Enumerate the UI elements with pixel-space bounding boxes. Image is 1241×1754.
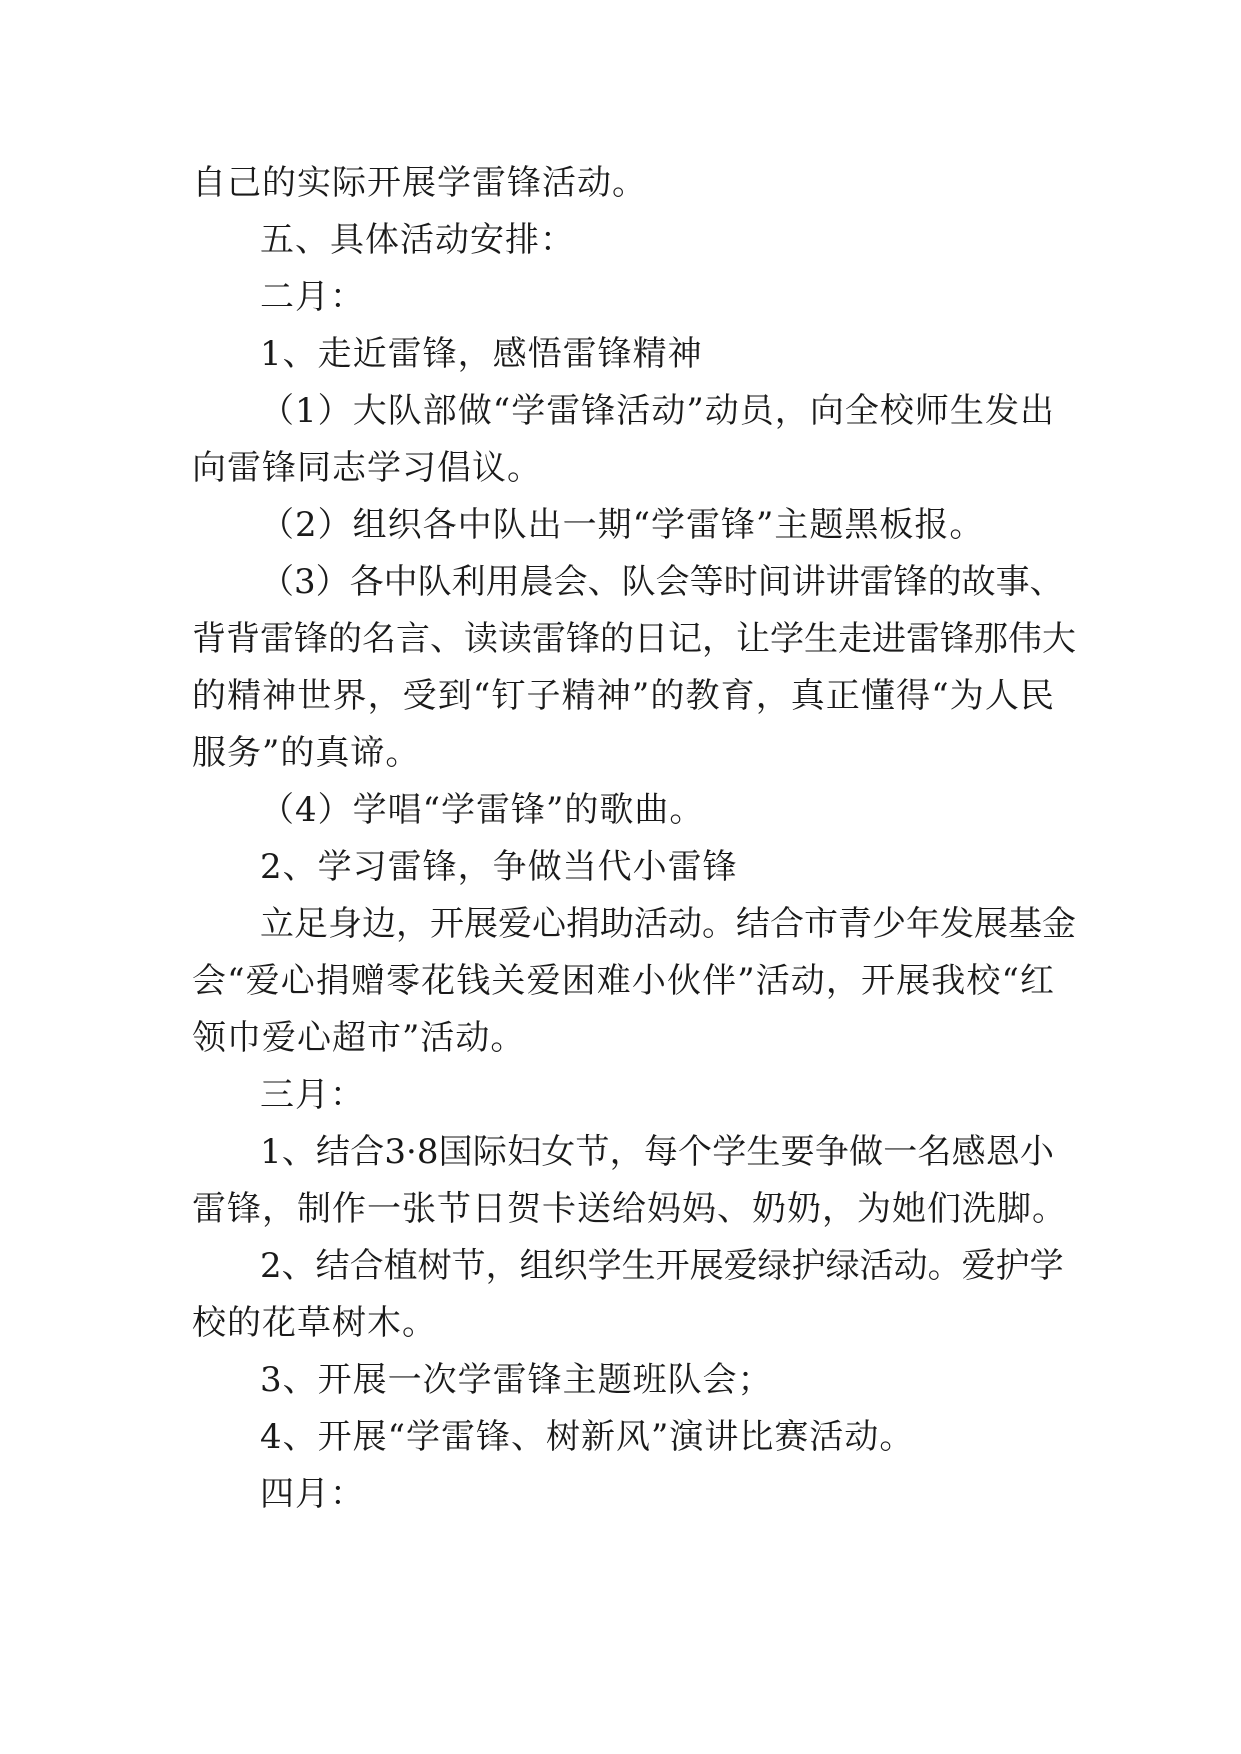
section-heading: 五、具体活动安排： xyxy=(260,220,575,260)
subsection-heading: 2、学习雷锋，争做当代小雷锋 xyxy=(260,847,738,887)
month-heading: 二月： xyxy=(260,277,365,317)
paragraph-line: 4、开展“学雷锋、树新风”演讲比赛活动。 xyxy=(260,1417,915,1457)
paragraph-line: （3）各中队利用晨会、队会等时间讲讲雷锋的故事、 xyxy=(260,562,1064,602)
paragraph-line: 服务”的真谛。 xyxy=(192,733,421,773)
paragraph-line: 立足身边，开展爱心捐助活动。结合市青少年发展基金 xyxy=(260,904,1076,944)
paragraph-line: （1）大队部做“学雷锋活动”动员，向全校师生发出 xyxy=(260,391,1054,431)
paragraph-line: 的精神世界，受到“钉子精神”的教育，真正懂得“为人民 xyxy=(192,676,1054,716)
month-heading: 三月： xyxy=(260,1075,365,1115)
paragraph-line: （4）学唱“学雷锋”的歌曲。 xyxy=(260,790,705,830)
paragraph-line: 2、结合植树节，组织学生开展爱绿护绿活动。爱护学 xyxy=(260,1246,1064,1286)
paragraph-line: （2）组织各中队出一期“学雷锋”主题黑板报。 xyxy=(260,505,985,545)
paragraph-line: 3、开展一次学雷锋主题班队会； xyxy=(260,1360,773,1400)
subsection-heading: 1、走近雷锋，感悟雷锋精神 xyxy=(260,334,703,374)
month-heading: 四月： xyxy=(260,1474,365,1514)
paragraph-line: 1、结合3·8国际妇女节，每个学生要争做一名感恩小 xyxy=(260,1132,1054,1172)
paragraph-line: 向雷锋同志学习倡议。 xyxy=(192,448,542,488)
paragraph-line: 自己的实际开展学雷锋活动。 xyxy=(192,163,647,203)
paragraph-line: 背背雷锋的名言、读读雷锋的日记，让学生走进雷锋那伟大 xyxy=(192,619,1076,659)
paragraph-line: 校的花草树木。 xyxy=(192,1303,437,1343)
paragraph-line: 会“爱心捐赠零花钱关爱困难小伙伴”活动，开展我校“红 xyxy=(192,961,1054,1001)
paragraph-line: 领巾爱心超市”活动。 xyxy=(192,1018,526,1058)
paragraph-line: 雷锋，制作一张节日贺卡送给妈妈、奶奶，为她们洗脚。 xyxy=(192,1189,1067,1229)
